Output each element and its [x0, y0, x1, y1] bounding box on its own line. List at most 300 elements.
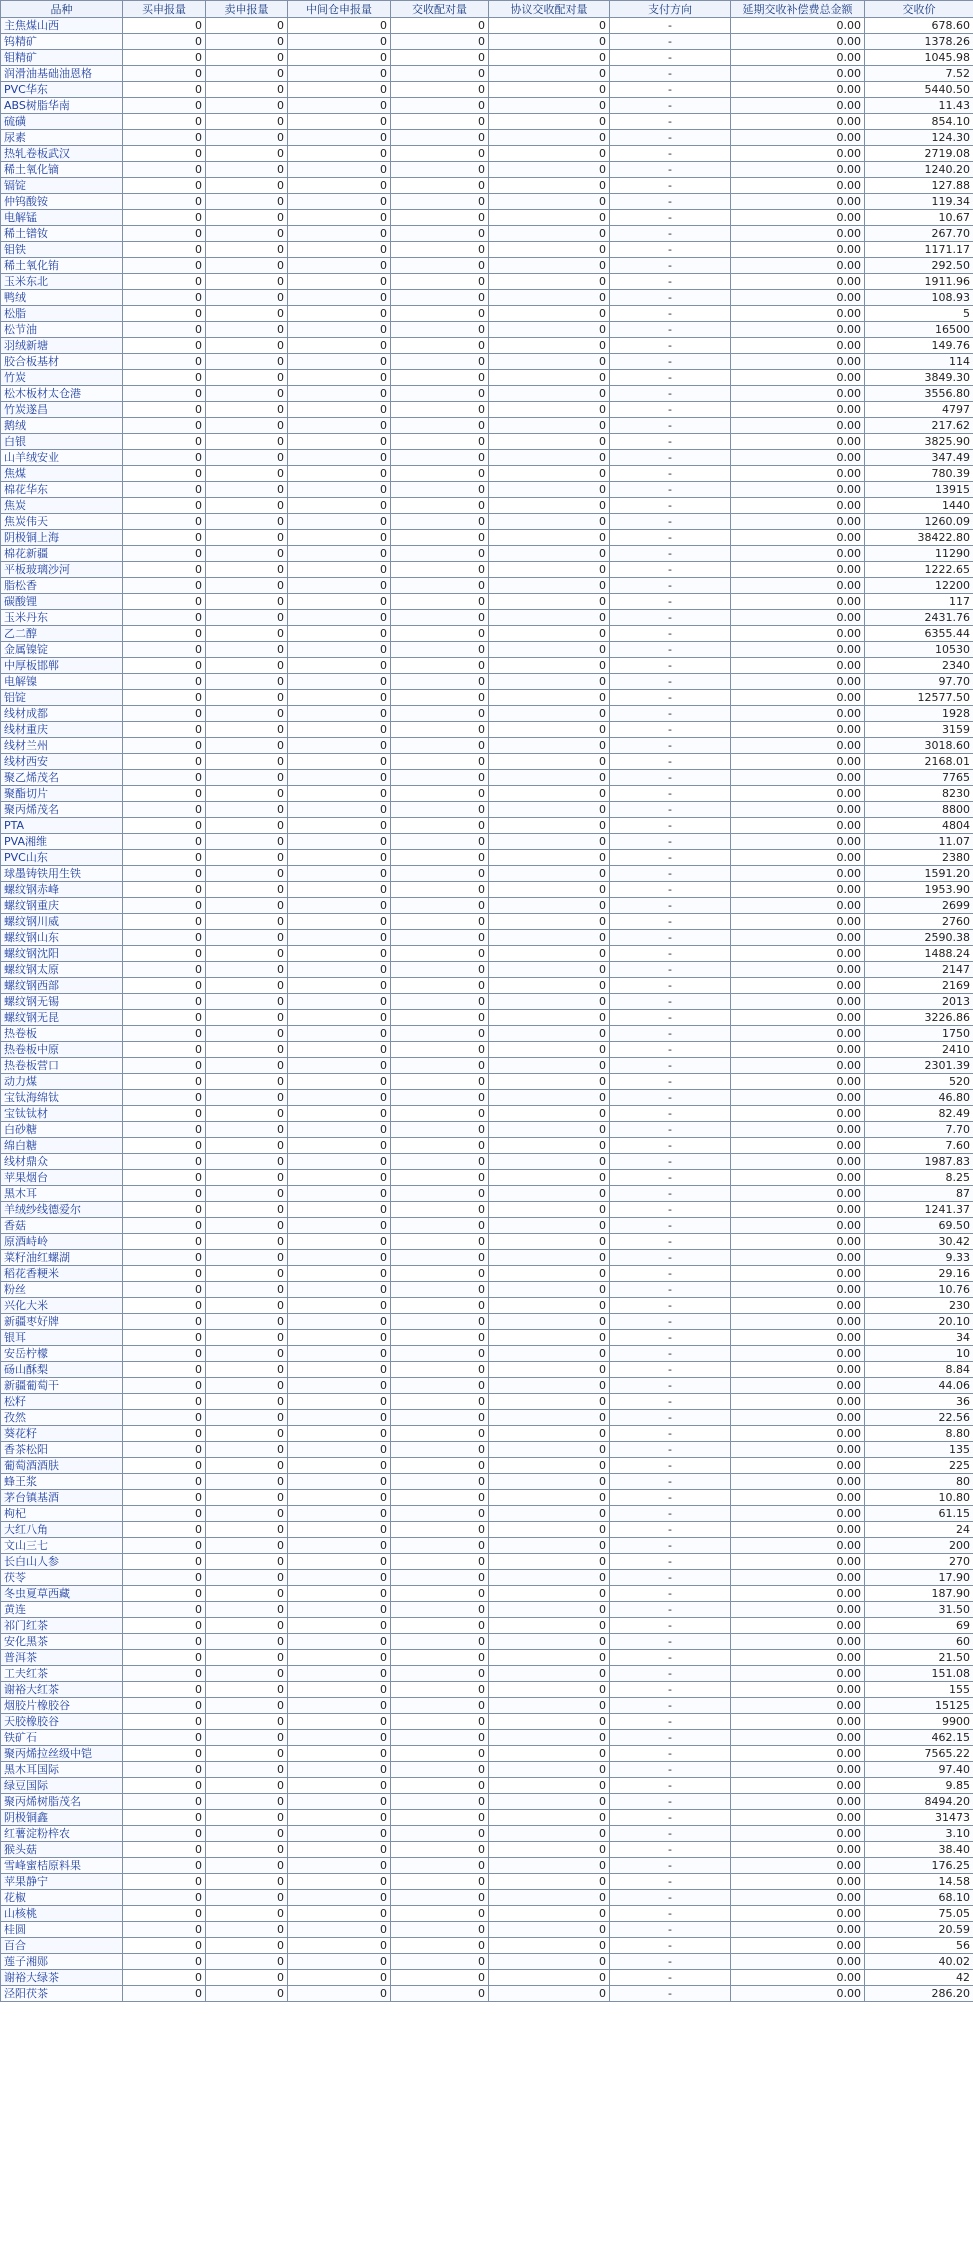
variety-cell[interactable]: 新疆葡萄干 — [1, 1378, 123, 1394]
variety-cell[interactable]: 安化黑茶 — [1, 1634, 123, 1650]
table-row — [1, 754, 973, 770]
variety-cell[interactable]: 乙二醇 — [1, 626, 123, 642]
buy-declared-cell: 0 — [123, 1954, 206, 1970]
variety-cell[interactable]: PVC华东 — [1, 82, 123, 98]
delivery-price-cell: 13915 — [865, 482, 973, 498]
delivery-matched-cell: 0 — [391, 1378, 489, 1394]
sell-declared-cell: 0 — [206, 1874, 288, 1890]
variety-cell[interactable]: 脂松香 — [1, 578, 123, 594]
variety-cell[interactable]: 白砂糖 — [1, 1122, 123, 1138]
intermediate-declared-cell: 0 — [288, 258, 391, 274]
variety-cell[interactable]: 苹果静宁 — [1, 1874, 123, 1890]
sell-declared-cell: 0 — [206, 1346, 288, 1362]
variety-cell[interactable]: 铝锭 — [1, 690, 123, 706]
table-row — [1, 1154, 973, 1170]
intermediate-declared-cell: 0 — [288, 530, 391, 546]
sell-declared-cell: 0 — [206, 914, 288, 930]
table-row — [1, 578, 973, 594]
variety-cell[interactable]: 球墨铸铁用生铁 — [1, 866, 123, 882]
buy-declared-cell: 0 — [123, 978, 206, 994]
table-row — [1, 1522, 973, 1538]
deferred-compensation-cell: 0.00 — [731, 98, 865, 114]
delivery-price-cell: 1911.96 — [865, 274, 973, 290]
variety-cell[interactable]: 红薯淀粉梓农 — [1, 1826, 123, 1842]
delivery-matched-cell: 0 — [391, 1282, 489, 1298]
delivery-matched-cell: 0 — [391, 498, 489, 514]
variety-cell[interactable]: 尿素 — [1, 130, 123, 146]
sell-declared-cell: 0 — [206, 1538, 288, 1554]
table-row — [1, 898, 973, 914]
delivery-price-cell: 8.80 — [865, 1426, 973, 1442]
intermediate-declared-cell: 0 — [288, 1922, 391, 1938]
buy-declared-cell: 0 — [123, 530, 206, 546]
buy-declared-cell: 0 — [123, 1474, 206, 1490]
deferred-compensation-cell: 0.00 — [731, 498, 865, 514]
payment-direction-cell: - — [610, 1010, 731, 1026]
payment-direction-cell: - — [610, 146, 731, 162]
variety-cell[interactable]: 金属镍锭 — [1, 642, 123, 658]
table-row — [1, 1730, 973, 1746]
variety-cell[interactable]: 谢裕大红茶 — [1, 1682, 123, 1698]
payment-direction-cell: - — [610, 1506, 731, 1522]
variety-cell[interactable]: 钨精矿 — [1, 34, 123, 50]
variety-cell[interactable]: 宝钛海绵钛 — [1, 1090, 123, 1106]
variety-cell[interactable]: 棉花新疆 — [1, 546, 123, 562]
intermediate-declared-cell: 0 — [288, 1970, 391, 1986]
payment-direction-cell: - — [610, 882, 731, 898]
agreement-matched-cell: 0 — [489, 594, 610, 610]
variety-cell[interactable]: 鸭绒 — [1, 290, 123, 306]
delivery-matched-cell: 0 — [391, 1570, 489, 1586]
delivery-matched-cell: 0 — [391, 610, 489, 626]
payment-direction-cell: - — [610, 1666, 731, 1682]
variety-cell[interactable]: 原酒峙岭 — [1, 1234, 123, 1250]
intermediate-declared-cell: 0 — [288, 338, 391, 354]
payment-direction-cell: - — [610, 962, 731, 978]
delivery-price-cell: 520 — [865, 1074, 973, 1090]
agreement-matched-cell: 0 — [489, 418, 610, 434]
table-row — [1, 1346, 973, 1362]
buy-declared-cell: 0 — [123, 770, 206, 786]
variety-cell[interactable]: 枸杞 — [1, 1506, 123, 1522]
sell-declared-cell: 0 — [206, 466, 288, 482]
sell-declared-cell: 0 — [206, 706, 288, 722]
table-row — [1, 674, 973, 690]
variety-cell[interactable]: 焦炭伟天 — [1, 514, 123, 530]
payment-direction-cell: - — [610, 98, 731, 114]
buy-declared-cell: 0 — [123, 1250, 206, 1266]
variety-cell[interactable]: 宝钛钛材 — [1, 1106, 123, 1122]
variety-cell[interactable]: 线材西安 — [1, 754, 123, 770]
variety-cell[interactable]: 聚丙烯茂名 — [1, 802, 123, 818]
intermediate-declared-cell: 0 — [288, 898, 391, 914]
table-row — [1, 594, 973, 610]
variety-cell[interactable]: 热卷板 — [1, 1026, 123, 1042]
variety-cell[interactable]: 主焦煤山西 — [1, 18, 123, 34]
intermediate-declared-cell: 0 — [288, 658, 391, 674]
delivery-price-cell: 12577.50 — [865, 690, 973, 706]
agreement-matched-cell: 0 — [489, 1458, 610, 1474]
variety-cell[interactable]: 天胶橡胶谷 — [1, 1714, 123, 1730]
variety-cell[interactable]: 百合 — [1, 1938, 123, 1954]
variety-cell[interactable]: 松脂 — [1, 306, 123, 322]
variety-cell[interactable]: ABS树脂华南 — [1, 98, 123, 114]
variety-cell[interactable]: 文山三七 — [1, 1538, 123, 1554]
variety-cell[interactable]: 聚丙烯树脂茂名 — [1, 1794, 123, 1810]
delivery-matched-cell: 0 — [391, 594, 489, 610]
variety-cell[interactable]: 稀土镨钕 — [1, 226, 123, 242]
intermediate-declared-cell: 0 — [288, 322, 391, 338]
intermediate-declared-cell: 0 — [288, 1794, 391, 1810]
table-row — [1, 498, 973, 514]
buy-declared-cell: 0 — [123, 914, 206, 930]
payment-direction-cell: - — [610, 1122, 731, 1138]
variety-cell[interactable]: 钼精矿 — [1, 50, 123, 66]
delivery-matched-cell: 0 — [391, 322, 489, 338]
buy-declared-cell: 0 — [123, 418, 206, 434]
delivery-price-cell: 678.60 — [865, 18, 973, 34]
variety-cell[interactable]: 玉米丹东 — [1, 610, 123, 626]
variety-cell[interactable]: 祁门红茶 — [1, 1618, 123, 1634]
variety-cell[interactable]: 银耳 — [1, 1330, 123, 1346]
variety-cell[interactable]: 黄连 — [1, 1602, 123, 1618]
intermediate-declared-cell: 0 — [288, 402, 391, 418]
variety-cell[interactable]: 润滑油基础油恩格 — [1, 66, 123, 82]
sell-declared-cell: 0 — [206, 1746, 288, 1762]
delivery-price-cell: 69.50 — [865, 1218, 973, 1234]
table-row — [1, 194, 973, 210]
variety-cell[interactable]: 动力煤 — [1, 1074, 123, 1090]
variety-cell[interactable]: 大红八角 — [1, 1522, 123, 1538]
deferred-compensation-cell: 0.00 — [731, 370, 865, 386]
agreement-matched-cell: 0 — [489, 450, 610, 466]
variety-cell[interactable]: 稀土氧化镝 — [1, 162, 123, 178]
variety-cell[interactable]: 松木板材太仓港 — [1, 386, 123, 402]
delivery-price-cell: 1750 — [865, 1026, 973, 1042]
variety-cell[interactable]: 新疆枣好牌 — [1, 1314, 123, 1330]
intermediate-declared-cell: 0 — [288, 1138, 391, 1154]
intermediate-declared-cell: 0 — [288, 1154, 391, 1170]
deferred-compensation-cell: 0.00 — [731, 706, 865, 722]
variety-cell[interactable]: 钼铁 — [1, 242, 123, 258]
agreement-matched-cell: 0 — [489, 850, 610, 866]
variety-cell[interactable]: 安岳柠檬 — [1, 1346, 123, 1362]
buy-declared-cell: 0 — [123, 1330, 206, 1346]
variety-cell[interactable]: 电解镍 — [1, 674, 123, 690]
variety-cell[interactable]: 山羊绒安业 — [1, 450, 123, 466]
sell-declared-cell: 0 — [206, 690, 288, 706]
variety-cell[interactable]: 泾阳茯茶 — [1, 1986, 123, 2002]
agreement-matched-cell: 0 — [489, 642, 610, 658]
sell-declared-cell: 0 — [206, 1970, 288, 1986]
variety-cell[interactable]: 孜然 — [1, 1410, 123, 1426]
variety-cell[interactable]: 平板玻璃沙河 — [1, 562, 123, 578]
variety-cell[interactable]: 黑木耳 — [1, 1186, 123, 1202]
variety-cell[interactable]: 焦煤 — [1, 466, 123, 482]
variety-cell[interactable]: 山核桃 — [1, 1906, 123, 1922]
table-row — [1, 850, 973, 866]
variety-cell[interactable]: PVA湘维 — [1, 834, 123, 850]
agreement-matched-cell: 0 — [489, 898, 610, 914]
payment-direction-cell: - — [610, 1490, 731, 1506]
variety-cell[interactable]: 仲钨酸铵 — [1, 194, 123, 210]
deferred-compensation-cell: 0.00 — [731, 1682, 865, 1698]
table-row — [1, 1698, 973, 1714]
table-row — [1, 1986, 973, 2002]
variety-cell[interactable]: 棉花华东 — [1, 482, 123, 498]
variety-cell[interactable]: 聚乙烯茂名 — [1, 770, 123, 786]
variety-cell[interactable]: 螺纹钢重庆 — [1, 898, 123, 914]
buy-declared-cell: 0 — [123, 1666, 206, 1682]
sell-declared-cell: 0 — [206, 1522, 288, 1538]
variety-cell[interactable]: 冬虫夏草西藏 — [1, 1586, 123, 1602]
sell-declared-cell: 0 — [206, 1986, 288, 2002]
variety-cell[interactable]: 中厚板邯郸 — [1, 658, 123, 674]
variety-cell[interactable]: 莲子湘郧 — [1, 1954, 123, 1970]
delivery-price-cell: 155 — [865, 1682, 973, 1698]
variety-cell[interactable]: 胶合板基材 — [1, 354, 123, 370]
deferred-compensation-cell: 0.00 — [731, 1490, 865, 1506]
delivery-matched-cell: 0 — [391, 882, 489, 898]
variety-cell[interactable]: 螺纹钢太原 — [1, 962, 123, 978]
variety-cell[interactable]: 聚酯切片 — [1, 786, 123, 802]
sell-declared-cell: 0 — [206, 1106, 288, 1122]
variety-cell[interactable]: 羽绒新塘 — [1, 338, 123, 354]
variety-cell[interactable]: 热卷板中原 — [1, 1042, 123, 1058]
payment-direction-cell: - — [610, 1250, 731, 1266]
variety-cell[interactable]: 镉锭 — [1, 178, 123, 194]
delivery-price-cell: 2431.76 — [865, 610, 973, 626]
table-row — [1, 466, 973, 482]
agreement-matched-cell: 0 — [489, 1218, 610, 1234]
agreement-matched-cell: 0 — [489, 1250, 610, 1266]
table-row — [1, 274, 973, 290]
payment-direction-cell: - — [610, 450, 731, 466]
delivery-price-cell: 9.33 — [865, 1250, 973, 1266]
buy-declared-cell: 0 — [123, 1122, 206, 1138]
deferred-compensation-cell: 0.00 — [731, 194, 865, 210]
variety-cell[interactable]: 聚丙烯拉丝级中铠 — [1, 1746, 123, 1762]
table-row — [1, 1090, 973, 1106]
sell-declared-cell: 0 — [206, 1058, 288, 1074]
buy-declared-cell: 0 — [123, 210, 206, 226]
delivery-matched-cell: 0 — [391, 1746, 489, 1762]
variety-cell[interactable]: 阴极铜上海 — [1, 530, 123, 546]
variety-cell[interactable]: 螺纹钢无昆 — [1, 1010, 123, 1026]
payment-direction-cell: - — [610, 674, 731, 690]
agreement-matched-cell: 0 — [489, 754, 610, 770]
variety-cell[interactable]: 花椒 — [1, 1890, 123, 1906]
buy-declared-cell: 0 — [123, 594, 206, 610]
variety-cell[interactable]: 蜂王浆 — [1, 1474, 123, 1490]
buy-declared-cell: 0 — [123, 1538, 206, 1554]
variety-cell[interactable]: 线材兰州 — [1, 738, 123, 754]
variety-cell[interactable]: 铁矿石 — [1, 1730, 123, 1746]
intermediate-declared-cell: 0 — [288, 594, 391, 610]
delivery-matched-cell: 0 — [391, 82, 489, 98]
buy-declared-cell: 0 — [123, 690, 206, 706]
agreement-matched-cell: 0 — [489, 1682, 610, 1698]
variety-cell[interactable]: 阴极铜鑫 — [1, 1810, 123, 1826]
variety-cell[interactable]: 碳酸锂 — [1, 594, 123, 610]
agreement-matched-cell: 0 — [489, 1282, 610, 1298]
agreement-matched-cell: 0 — [489, 258, 610, 274]
delivery-matched-cell: 0 — [391, 1170, 489, 1186]
payment-direction-cell: - — [610, 706, 731, 722]
delivery-matched-cell: 0 — [391, 770, 489, 786]
deferred-compensation-cell: 0.00 — [731, 482, 865, 498]
sell-declared-cell: 0 — [206, 338, 288, 354]
agreement-matched-cell: 0 — [489, 1698, 610, 1714]
delivery-matched-cell: 0 — [391, 306, 489, 322]
variety-cell[interactable]: 线材重庆 — [1, 722, 123, 738]
variety-cell[interactable]: 焦炭 — [1, 498, 123, 514]
agreement-matched-cell: 0 — [489, 1410, 610, 1426]
variety-cell[interactable]: 鹅绒 — [1, 418, 123, 434]
deferred-compensation-cell: 0.00 — [731, 1954, 865, 1970]
variety-cell[interactable]: 硫磺 — [1, 114, 123, 130]
deferred-compensation-cell: 0.00 — [731, 210, 865, 226]
variety-cell[interactable]: 烟胶片橡胶谷 — [1, 1698, 123, 1714]
variety-cell[interactable]: 线材鼎众 — [1, 1154, 123, 1170]
delivery-matched-cell: 0 — [391, 1330, 489, 1346]
variety-cell[interactable]: 螺纹钢赤峰 — [1, 882, 123, 898]
deferred-compensation-cell: 0.00 — [731, 770, 865, 786]
variety-cell[interactable]: 电解锰 — [1, 210, 123, 226]
buy-declared-cell: 0 — [123, 98, 206, 114]
variety-cell[interactable]: 茅台镇基酒 — [1, 1490, 123, 1506]
variety-cell[interactable]: 粉丝 — [1, 1282, 123, 1298]
table-row — [1, 34, 973, 50]
variety-cell[interactable]: 茯苓 — [1, 1570, 123, 1586]
variety-cell[interactable]: 竹炭遂昌 — [1, 402, 123, 418]
variety-cell[interactable]: 稀土氧化铕 — [1, 258, 123, 274]
variety-cell[interactable]: 螺纹钢川威 — [1, 914, 123, 930]
variety-cell[interactable]: 热卷板营口 — [1, 1058, 123, 1074]
variety-cell[interactable]: 黑木耳国际 — [1, 1762, 123, 1778]
variety-cell[interactable]: 桂圆 — [1, 1922, 123, 1938]
variety-cell[interactable]: 香菇 — [1, 1218, 123, 1234]
agreement-matched-cell: 0 — [489, 1762, 610, 1778]
delivery-price-cell: 230 — [865, 1298, 973, 1314]
buy-declared-cell: 0 — [123, 850, 206, 866]
variety-cell[interactable]: 绵白糖 — [1, 1138, 123, 1154]
table-row — [1, 1586, 973, 1602]
variety-cell[interactable]: 长白山人参 — [1, 1554, 123, 1570]
intermediate-declared-cell: 0 — [288, 1330, 391, 1346]
intermediate-declared-cell: 0 — [288, 1538, 391, 1554]
table-row — [1, 338, 973, 354]
delivery-matched-cell: 0 — [391, 1906, 489, 1922]
payment-direction-cell: - — [610, 818, 731, 834]
sell-declared-cell: 0 — [206, 242, 288, 258]
variety-cell[interactable]: 热轧卷板武汉 — [1, 146, 123, 162]
intermediate-declared-cell: 0 — [288, 1314, 391, 1330]
buy-declared-cell: 0 — [123, 434, 206, 450]
buy-declared-cell: 0 — [123, 1650, 206, 1666]
variety-cell[interactable]: 猴头菇 — [1, 1842, 123, 1858]
deferred-compensation-cell: 0.00 — [731, 1218, 865, 1234]
variety-cell[interactable]: 竹炭 — [1, 370, 123, 386]
variety-cell[interactable]: 香茶松阳 — [1, 1442, 123, 1458]
intermediate-declared-cell: 0 — [288, 674, 391, 690]
intermediate-declared-cell: 0 — [288, 386, 391, 402]
intermediate-declared-cell: 0 — [288, 82, 391, 98]
variety-cell[interactable]: 工夫红茶 — [1, 1666, 123, 1682]
variety-cell[interactable]: 兴化大米 — [1, 1298, 123, 1314]
delivery-matched-cell: 0 — [391, 1730, 489, 1746]
buy-declared-cell: 0 — [123, 1826, 206, 1842]
variety-cell[interactable]: 松籽 — [1, 1394, 123, 1410]
agreement-matched-cell: 0 — [489, 578, 610, 594]
sell-declared-cell: 0 — [206, 1378, 288, 1394]
variety-cell[interactable]: 绿豆国际 — [1, 1778, 123, 1794]
variety-cell[interactable]: 葵花籽 — [1, 1426, 123, 1442]
variety-cell[interactable]: 松节油 — [1, 322, 123, 338]
payment-direction-cell: - — [610, 18, 731, 34]
delivery-matched-cell: 0 — [391, 706, 489, 722]
delivery-price-cell: 20.59 — [865, 1922, 973, 1938]
agreement-matched-cell: 0 — [489, 50, 610, 66]
intermediate-declared-cell: 0 — [288, 642, 391, 658]
agreement-matched-cell: 0 — [489, 946, 610, 962]
table-row — [1, 514, 973, 530]
agreement-matched-cell: 0 — [489, 306, 610, 322]
sell-declared-cell: 0 — [206, 1314, 288, 1330]
variety-cell[interactable]: 螺纹钢沈阳 — [1, 946, 123, 962]
variety-cell[interactable]: PVC山东 — [1, 850, 123, 866]
variety-cell[interactable]: 白银 — [1, 434, 123, 450]
variety-cell[interactable]: PTA — [1, 818, 123, 834]
buy-declared-cell: 0 — [123, 82, 206, 98]
intermediate-declared-cell: 0 — [288, 1426, 391, 1442]
table-row — [1, 1794, 973, 1810]
delivery-price-cell: 2719.08 — [865, 146, 973, 162]
intermediate-declared-cell: 0 — [288, 1762, 391, 1778]
intermediate-declared-cell: 0 — [288, 1186, 391, 1202]
delivery-price-cell: 780.39 — [865, 466, 973, 482]
variety-cell[interactable]: 谢裕大绿茶 — [1, 1970, 123, 1986]
variety-cell[interactable]: 葡萄酒酒肤 — [1, 1458, 123, 1474]
variety-cell[interactable]: 螺纹钢西部 — [1, 978, 123, 994]
deferred-compensation-cell: 0.00 — [731, 930, 865, 946]
variety-cell[interactable]: 菜籽油红螺湖 — [1, 1250, 123, 1266]
variety-cell[interactable]: 普洱茶 — [1, 1650, 123, 1666]
variety-cell[interactable]: 螺纹钢无锡 — [1, 994, 123, 1010]
variety-cell[interactable]: 玉米东北 — [1, 274, 123, 290]
buy-declared-cell: 0 — [123, 1922, 206, 1938]
variety-cell[interactable]: 砀山酥梨 — [1, 1362, 123, 1378]
variety-cell[interactable]: 螺纹钢山东 — [1, 930, 123, 946]
sell-declared-cell: 0 — [206, 530, 288, 546]
variety-cell[interactable]: 羊绒纱线德爱尔 — [1, 1202, 123, 1218]
delivery-price-cell: 3226.86 — [865, 1010, 973, 1026]
variety-cell[interactable]: 苹果烟台 — [1, 1170, 123, 1186]
agreement-matched-cell: 0 — [489, 1442, 610, 1458]
payment-direction-cell: - — [610, 1810, 731, 1826]
sell-declared-cell: 0 — [206, 1794, 288, 1810]
header-payment-direction: 支付方向 — [610, 1, 731, 18]
buy-declared-cell: 0 — [123, 674, 206, 690]
agreement-matched-cell: 0 — [489, 562, 610, 578]
variety-cell[interactable]: 线材成都 — [1, 706, 123, 722]
variety-cell[interactable]: 雪峰蜜桔原料果 — [1, 1858, 123, 1874]
sell-declared-cell: 0 — [206, 1858, 288, 1874]
intermediate-declared-cell: 0 — [288, 1106, 391, 1122]
variety-cell[interactable]: 稻花香粳米 — [1, 1266, 123, 1282]
delivery-price-cell: 46.80 — [865, 1090, 973, 1106]
deferred-compensation-cell: 0.00 — [731, 882, 865, 898]
